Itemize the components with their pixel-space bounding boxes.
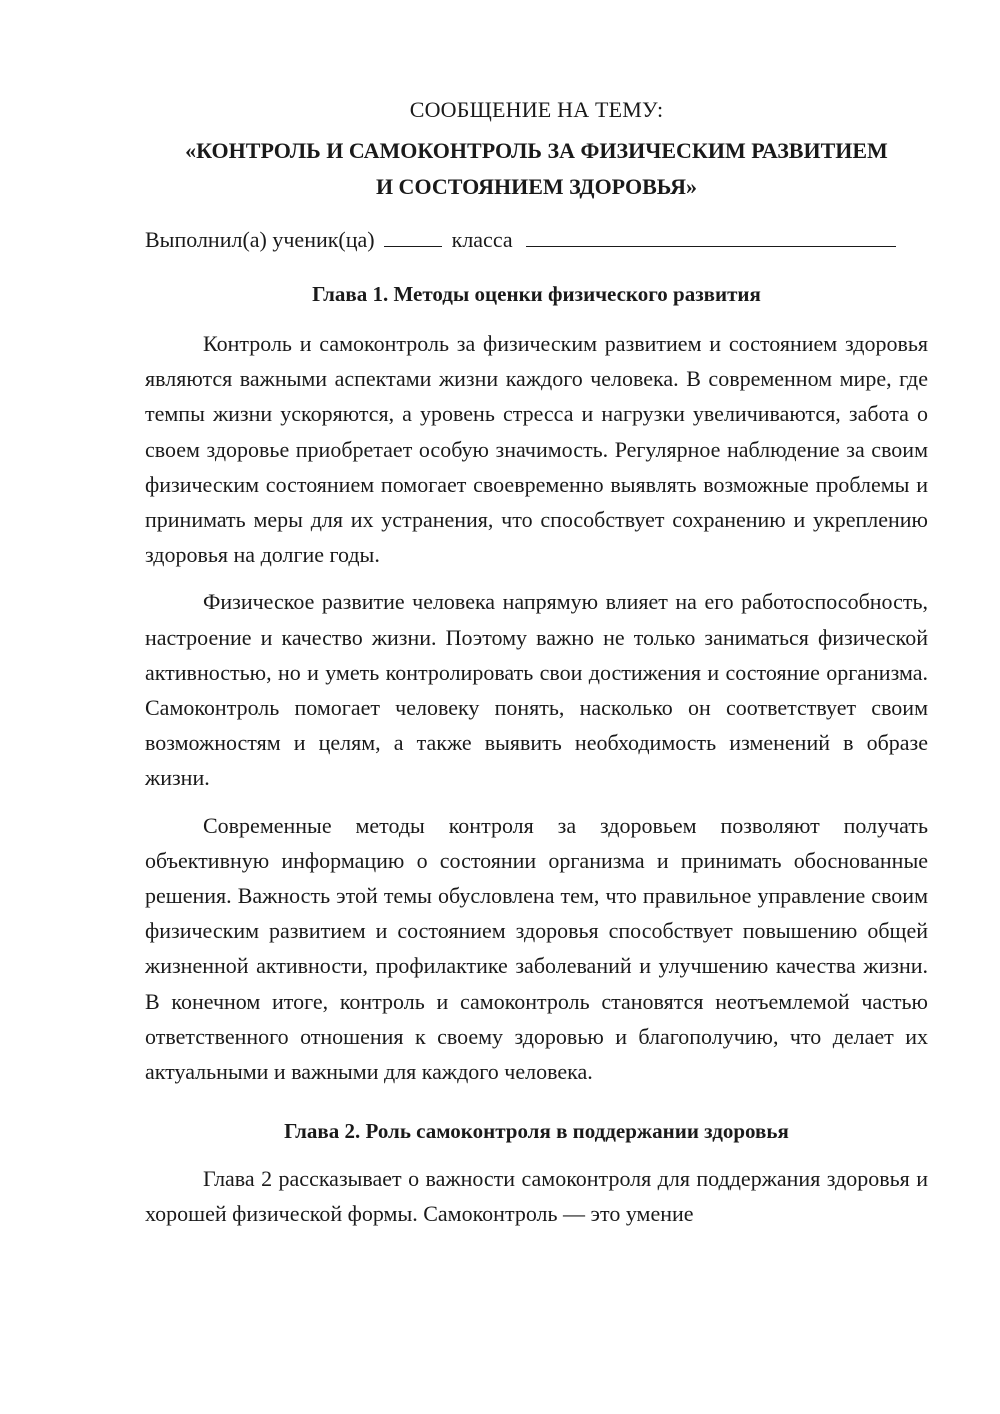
performed-by-label: Выполнил(а) ученик(ца)	[145, 227, 375, 252]
title-line-1: «КОНТРОЛЬ И САМОКОНТРОЛЬ ЗА ФИЗИЧЕСКИМ РАЗВИТИЕМ	[185, 138, 888, 163]
chapter-1-paragraph-2: Физическое развитие человека напрямую влияет на его работоспособность, настроение и качество жизни. Поэтому важно не только заниматься физической активностью, но и уметь контролировать свои достижения и состояние организма. Самоконтроль помогает человеку понять, насколько он соответствует своим возможностям и целям, а также выявить необходимость изменений в образе жизни.	[145, 589, 928, 791]
chapter-2-paragraph-1: Глава 2 рассказывает о важности самоконтроля для поддержания здоровья и хорошей физической формы. Самоконтроль — это умение	[145, 1166, 928, 1227]
chapter-1-paragraph-1: Контроль и самоконтроль за физическим развитием и состоянием здоровья являются важными аспектами жизни каждого человека. В современном мире, где темпы жизни ускоряются, а уровень стресса и нагрузки увеличиваются, забота о своем здоровье приобретает особую значимость. Регулярное наблюдение за своим физическим состоянием помогает своевременно выявлять возможные проблемы и принимать меры для их устранения, что способствует сохранению и укреплению здоровья на долгие годы.	[145, 331, 928, 568]
chapter-2-heading: Глава 2. Роль самоконтроля в поддержании здоровья	[284, 1119, 789, 1144]
student-name-blank	[526, 226, 896, 247]
title-line-2: И СОСТОЯНИЕМ ЗДОРОВЬЯ»	[375, 174, 698, 199]
document-page	[145, 92, 928, 1244]
chapter-1-paragraph-3: Современные методы контроля за здоровьем позволяют получать объективную информацию о состоянии организма и принимать обоснованные решения. Важность этой темы обусловлена тем, что правильное управление своим физическим развитием и состоянием здоровья способствует повышению общей жизненной активности, профилактике заболеваний и улучшению качества жизни. В конечном итоге, контроль и самоконтроль становятся неотъемлемой частью ответственного отношения к своему здоровью и благополучию, что делает их актуальными и важными для каждого человека.	[145, 812, 928, 1085]
document-title	[145, 133, 928, 205]
topic-label: СООБЩЕНИЕ НА ТЕМУ:	[409, 97, 664, 122]
chapter-1-heading: Глава 1. Методы оценки физического развития	[312, 282, 761, 306]
author-line	[145, 222, 928, 258]
class-number-blank	[384, 226, 442, 247]
class-label: класса	[451, 227, 513, 252]
